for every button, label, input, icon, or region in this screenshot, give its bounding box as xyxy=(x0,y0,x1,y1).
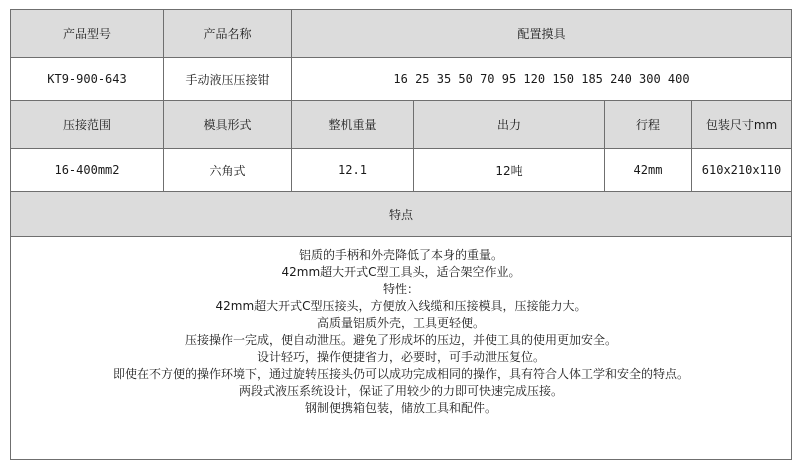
feature-line: 即使在不方便的操作环境下，通过旋转压接头仍可以成功完成相同的操作，具有符合人体工学和安全的特点。 xyxy=(113,367,690,381)
feature-line: 高质量铝质外壳，工具更轻便。 xyxy=(317,316,486,330)
package-cell xyxy=(692,149,792,192)
model-header: 产品型号 xyxy=(62,27,111,41)
weight-header: 整机重量 xyxy=(328,118,377,132)
force-value: 12吨 xyxy=(495,163,523,178)
weight-value: 12.1 xyxy=(338,163,367,177)
name-cell xyxy=(164,58,292,101)
name-header-cell xyxy=(164,10,292,58)
name-value: 手动液压压接钳 xyxy=(185,72,270,87)
feature-line: 两段式液压系统设计，保证了用较少的力即可快速完成压接。 xyxy=(239,384,564,398)
feature-line: 42mm超大开式C型压接头，方便放入线缆和压接模具，压接能力大。 xyxy=(215,299,587,313)
params-header-row xyxy=(11,101,792,149)
spec-value-row xyxy=(11,58,792,101)
feature-line: 钢制便携箱包装，储放工具和配件。 xyxy=(305,401,498,415)
stroke-cell xyxy=(605,149,692,192)
model-cell xyxy=(11,58,164,101)
die-form-header: 模具形式 xyxy=(203,118,252,132)
range-header-cell xyxy=(11,101,164,149)
spec-header-row xyxy=(11,10,792,58)
stroke-value: 42mm xyxy=(633,163,663,177)
package-value: 610x210x110 xyxy=(701,163,782,177)
package-header-cell xyxy=(692,101,792,149)
stroke-header: 行程 xyxy=(635,118,660,132)
weight-header-cell xyxy=(292,101,414,149)
features-header-row xyxy=(11,192,792,237)
model-value: KT9-900-643 xyxy=(47,72,127,86)
features-header: 特点 xyxy=(389,207,414,222)
range-header: 压接范围 xyxy=(62,118,111,132)
features-body-row xyxy=(11,237,792,460)
force-header: 出力 xyxy=(496,118,521,132)
model-header-cell xyxy=(11,10,164,58)
feature-line: 特性： xyxy=(383,282,420,296)
weight-cell xyxy=(292,149,414,192)
feature-line: 铝质的手柄和外壳降低了本身的重量。 xyxy=(299,248,504,262)
dies-value: 16 25 35 50 70 95 120 150 185 240 300 400 xyxy=(393,72,690,86)
feature-line: 压接操作一完成，便自动泄压。避免了形成坏的压边，并使工具的使用更加安全。 xyxy=(185,333,618,347)
die-form-value: 六角式 xyxy=(209,163,246,178)
dies-cell xyxy=(292,58,792,101)
dies-header: 配置摸具 xyxy=(517,27,566,41)
stroke-header-cell xyxy=(605,101,692,149)
force-cell xyxy=(414,149,605,192)
features-body-cell xyxy=(11,237,792,460)
force-header-cell xyxy=(414,101,605,149)
range-cell xyxy=(11,149,164,192)
feature-line: 42mm超大开式C型工具头，适合架空作业。 xyxy=(281,265,521,279)
product-spec-table xyxy=(10,9,792,460)
package-header: 包装尺寸mm xyxy=(705,118,778,132)
name-header: 产品名称 xyxy=(203,27,252,41)
features-header-cell xyxy=(11,192,792,237)
die-form-cell xyxy=(164,149,292,192)
die-form-header-cell xyxy=(164,101,292,149)
params-value-row xyxy=(11,149,792,192)
feature-line: 设计轻巧，操作便捷省力，必要时，可手动泄压复位。 xyxy=(257,350,546,364)
range-value: 16-400mm2 xyxy=(54,163,120,177)
dies-header-cell xyxy=(292,10,792,58)
